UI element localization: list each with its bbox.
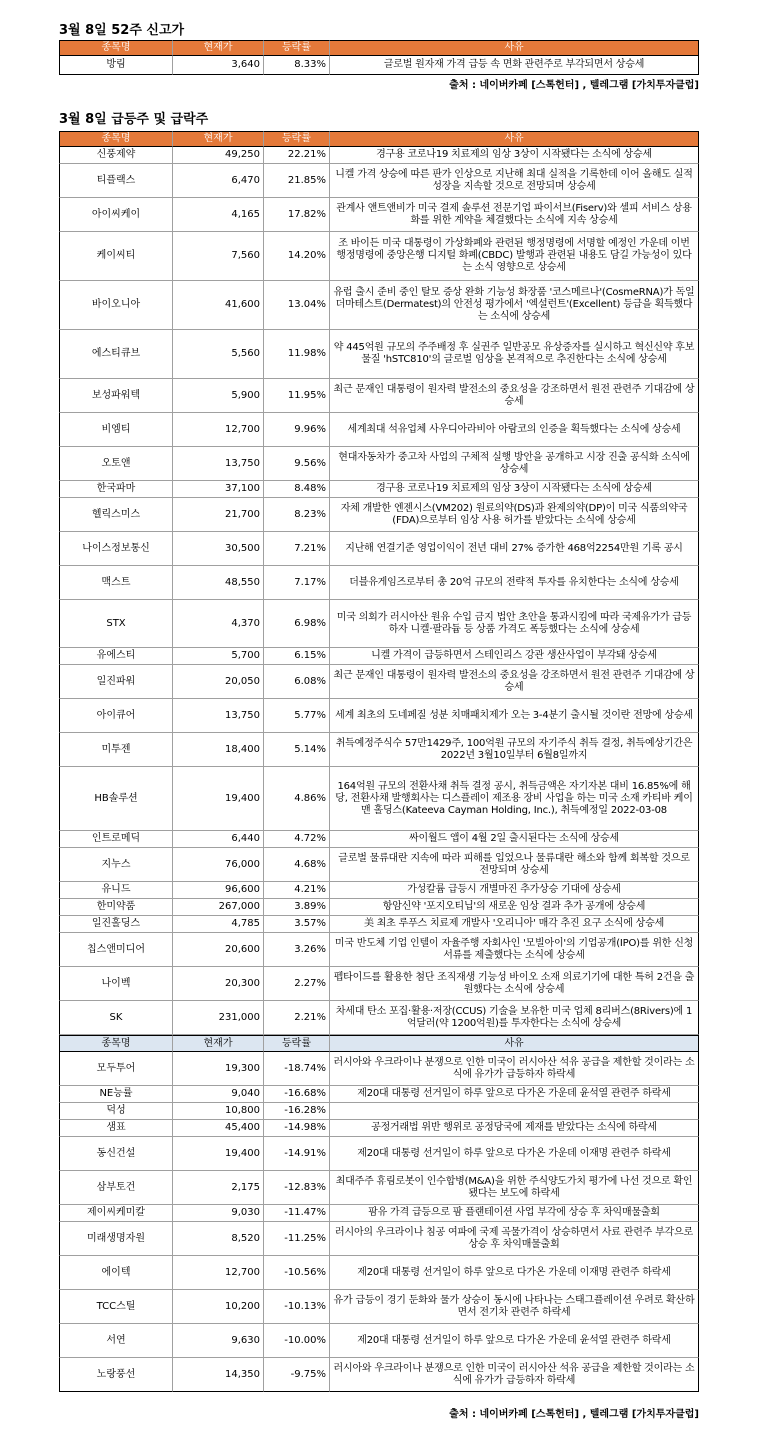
table-row	[59, 232, 699, 281]
cell-rate: 4.21%	[264, 882, 330, 899]
table-row	[59, 1256, 699, 1290]
table-row	[59, 413, 699, 447]
cell-price: 41,600	[173, 281, 264, 330]
table-row	[59, 566, 699, 600]
cell-price: 10,200	[173, 1290, 264, 1324]
cell-reason: 싸이월드 앱이 4월 2일 출시된다는 소식에 상승세	[330, 831, 699, 848]
cell-rate: -16.28%	[264, 1103, 330, 1120]
table-row	[59, 498, 699, 532]
table-row	[59, 481, 699, 498]
cell-reason: 현대자동차가 중고차 사업의 구체적 실행 방안을 공개하고 시장 진출 공식화 소식에 상승세	[330, 447, 699, 481]
table-row	[59, 1324, 699, 1358]
cell-rate: 6.98%	[264, 600, 330, 648]
cell-name: SK	[59, 1001, 173, 1035]
cell-name: 나이스정보통신	[59, 532, 173, 566]
cell-price: 현재가	[173, 1035, 264, 1052]
cell-rate: 9.96%	[264, 413, 330, 447]
cell-name: 아이큐어	[59, 699, 173, 733]
cell-reason: 최근 문재인 대통령이 원자력 발전소의 중요성을 강조하면서 원전 관련주 기대감에 상승세	[330, 665, 699, 699]
table-row	[59, 1222, 699, 1256]
cell-reason: 세계최대 석유업체 사우디아라비아 아람코의 인증을 획득했다는 소식에 상승세	[330, 413, 699, 447]
table-row	[59, 330, 699, 379]
cell-name: TCC스틸	[59, 1290, 173, 1324]
cell-reason: 경구용 코로나19 치료제의 임상 3상이 시작됐다는 소식에 상승세	[330, 147, 699, 164]
cell-name: 일진파워	[59, 665, 173, 699]
table-row	[59, 532, 699, 566]
table-row	[59, 1358, 699, 1392]
cell-reason: 더블유게임즈로부터 총 20억 규모의 전략적 투자를 유치한다는 소식에 상승세	[330, 566, 699, 600]
movers-table	[59, 131, 699, 1407]
cell-rate: -11.47%	[264, 1205, 330, 1222]
cell-reason: 공정거래법 위반 행위로 공정당국에 제재를 받았다는 소식에 하락세	[330, 1120, 699, 1137]
cell-rate: -16.68%	[264, 1086, 330, 1103]
table-row	[59, 648, 699, 665]
cell-price: 13,750	[173, 447, 264, 481]
cell-name: 아이씨케이	[59, 198, 173, 232]
cell-rate: 9.56%	[264, 447, 330, 481]
cell-price: 267,000	[173, 899, 264, 916]
cell-rate: 11.95%	[264, 379, 330, 413]
cell-name: NE능률	[59, 1086, 173, 1103]
table-header	[59, 131, 699, 147]
cell-reason: 약 445억원 규모의 주주배정 후 실권주 일반공모 유상증자를 실시하고 혁신신약 후보물질 'hSTC810'의 글로벌 임상을 본격적으로 추진한다는 소식에 상승세	[330, 330, 699, 379]
cell-reason: 가성칼륨 급등시 개별마진 추가상승 기대에 상승세	[330, 882, 699, 899]
table-row	[59, 916, 699, 933]
high52-source: 출처 : 네이버카페 [스톡헌터] , 텔레그램 [가치투자클럽]	[449, 80, 699, 91]
cell-reason: 제20대 대통령 선거일이 하루 앞으로 다가온 가운데 윤석열 관련주 하락세	[330, 1324, 699, 1358]
cell-price: 49,250	[173, 147, 264, 164]
cell-rate: 22.21%	[264, 147, 330, 164]
cell-rate: 6.15%	[264, 648, 330, 665]
cell-price: 20,300	[173, 967, 264, 1001]
cell-price: 30,500	[173, 532, 264, 566]
cell-price: 6,440	[173, 831, 264, 848]
cell-reason: 사유	[330, 131, 699, 147]
cell-price: 45,400	[173, 1120, 264, 1137]
cell-reason: 164억원 규모의 전환사채 취득 결정 공시, 취득금액은 자기자본 대비 16.85%에 해당, 전환사채 발행회사는 디스플레이 제조용 장비 사업을 하는 미국 소재 카티바 케이맨 홀딩스(Kateeva Cayman Holding, Inc.), 취득예정일 2022-03-08	[330, 767, 699, 831]
table-row	[59, 447, 699, 481]
table-row	[59, 1171, 699, 1205]
cell-reason: 글로벌 원자재 가격 급등 속 면화 관련주로 부각되면서 상승세	[330, 56, 699, 75]
cell-rate: 8.48%	[264, 481, 330, 498]
cell-rate: 8.33%	[264, 56, 330, 75]
cell-rate: 5.77%	[264, 699, 330, 733]
cell-name: 신풍제약	[59, 147, 173, 164]
cell-price: 12,700	[173, 413, 264, 447]
table-row	[59, 1052, 699, 1086]
cell-price: 9,630	[173, 1324, 264, 1358]
cell-price: 5,700	[173, 648, 264, 665]
movers-title: 3월 8일 급등주 및 급락주	[59, 112, 209, 127]
cell-name: 티플랙스	[59, 164, 173, 198]
cell-name: 맥스트	[59, 566, 173, 600]
cell-name: 한미약품	[59, 899, 173, 916]
table-row	[59, 164, 699, 198]
cell-name: 샘표	[59, 1120, 173, 1137]
cell-price: 7,560	[173, 232, 264, 281]
cell-rate: 4.86%	[264, 767, 330, 831]
table-row	[59, 1086, 699, 1103]
table-row	[59, 379, 699, 413]
cell-rate: 7.17%	[264, 566, 330, 600]
cell-rate: 2.27%	[264, 967, 330, 1001]
cell-price: 231,000	[173, 1001, 264, 1035]
cell-reason: 최대주주 휴림로봇이 인수합병(M&A)을 위한 주식양도가치 평가에 나선 것으로 확인됐다는 보도에 하락세	[330, 1171, 699, 1205]
cell-rate: -9.75%	[264, 1358, 330, 1392]
cell-price: 8,520	[173, 1222, 264, 1256]
cell-reason: 제20대 대통령 선거일이 하루 앞으로 다가온 가운데 이재명 관련주 하락세	[330, 1256, 699, 1290]
cell-name: 미래생명자원	[59, 1222, 173, 1256]
cell-reason: 팜유 가격 급등으로 팜 플랜테이션 사업 부각에 상승 후 차익매물출회	[330, 1205, 699, 1222]
cell-name: 나이벡	[59, 967, 173, 1001]
cell-name: 모두투어	[59, 1052, 173, 1086]
cell-price: 14,350	[173, 1358, 264, 1392]
cell-name: 헬릭스미스	[59, 498, 173, 532]
movers-source: 출처 : 네이버카페 [스톡헌터] , 텔레그램 [가치투자클럽]	[449, 1409, 699, 1420]
cell-rate: 등락률	[264, 40, 330, 56]
cell-rate: 등락률	[264, 131, 330, 147]
cell-name: 유에스티	[59, 648, 173, 665]
cell-reason: 유럽 출시 준비 중인 탈모 증상 완화 기능성 화장품 '코스메르나'(CosmeRNA)가 독일 더마테스트(Dermatest)의 안전성 평가에서 '엑설런트'(Excellent) 등급을 획득했다는 소식에 상승세	[330, 281, 699, 330]
cell-rate: -10.13%	[264, 1290, 330, 1324]
cell-reason: 조 바이든 미국 대통령이 가상화폐와 관련된 행정명령에 서명할 예정인 가운데 이번 행정명령에 중앙은행 디지털 화폐(CBDC) 발행과 관련된 내용도 담길 가능성이 있다는 소식 영향으로 상승세	[330, 232, 699, 281]
cell-price: 19,400	[173, 1137, 264, 1171]
cell-reason: 니켈 가격 상승에 따른 판가 인상으로 지난해 최대 실적을 기록한데 이어 올해도 실적 성장을 지속할 것으로 전망되며 상승세	[330, 164, 699, 198]
cell-name: HB솔루션	[59, 767, 173, 831]
cell-price: 현재가	[173, 131, 264, 147]
cell-name: 삼부토건	[59, 1171, 173, 1205]
cell-price: 5,900	[173, 379, 264, 413]
cell-reason: 경구용 코로나19 치료제의 임상 3상이 시작됐다는 소식에 상승세	[330, 481, 699, 498]
cell-price: 12,700	[173, 1256, 264, 1290]
cell-rate: 14.20%	[264, 232, 330, 281]
cell-rate: -10.00%	[264, 1324, 330, 1358]
cell-rate: 3.26%	[264, 933, 330, 967]
table-row	[59, 1001, 699, 1035]
cell-reason: 미국 반도체 기업 인텔이 자율주행 자회사인 '모빌아이'의 기업공개(IPO)를 위한 신청 서류를 제출했다는 소식에 상승세	[330, 933, 699, 967]
cell-rate: 4.68%	[264, 848, 330, 882]
high52-title: 3월 8일 52주 신고가	[59, 23, 185, 38]
cell-name: 방림	[59, 56, 173, 75]
table-row	[59, 933, 699, 967]
cell-reason: 제20대 대통령 선거일이 하루 앞으로 다가온 가운데 윤석열 관련주 하락세	[330, 1086, 699, 1103]
table-row	[59, 198, 699, 232]
cell-reason: 러시아와 우크라이나 분쟁으로 인한 미국이 러시아산 석유 공급을 제한할 것이라는 소식에 유가가 급등하자 하락세	[330, 1358, 699, 1392]
cell-name: 한국파마	[59, 481, 173, 498]
table-header	[59, 1035, 699, 1052]
cell-price: 9,030	[173, 1205, 264, 1222]
cell-name: 비엠티	[59, 413, 173, 447]
cell-rate: -14.98%	[264, 1120, 330, 1137]
cell-name: 덕성	[59, 1103, 173, 1120]
cell-rate: 17.82%	[264, 198, 330, 232]
cell-name: 종목명	[59, 1035, 173, 1052]
cell-name: 유니드	[59, 882, 173, 899]
table-row	[59, 1290, 699, 1324]
cell-rate: 11.98%	[264, 330, 330, 379]
cell-rate: 3.57%	[264, 916, 330, 933]
cell-rate: -18.74%	[264, 1052, 330, 1086]
cell-reason: 美 최초 루푸스 치료제 개발사 '오리니아' 매각 추진 요구 소식에 상승세	[330, 916, 699, 933]
cell-name: 동신건설	[59, 1137, 173, 1171]
cell-price: 10,800	[173, 1103, 264, 1120]
cell-price: 4,370	[173, 600, 264, 648]
table-row	[59, 899, 699, 916]
cell-reason: 세계 최초의 도네페질 성분 치매패치제가 오는 3-4분기 출시될 것이란 전망에 상승세	[330, 699, 699, 733]
cell-name: 미투젠	[59, 733, 173, 767]
cell-rate: 등락률	[264, 1035, 330, 1052]
cell-rate: -11.25%	[264, 1222, 330, 1256]
table-row	[59, 147, 699, 164]
cell-price: 37,100	[173, 481, 264, 498]
table-row	[59, 733, 699, 767]
cell-price: 현재가	[173, 40, 264, 56]
table-row	[59, 1120, 699, 1137]
cell-name: 제이씨케미칼	[59, 1205, 173, 1222]
cell-reason	[330, 1103, 699, 1120]
cell-reason: 취득예정주식수 57만1429주, 100억원 규모의 자기주식 취득 결정, 취득예상기간은 2022년 3월10일부터 6월8일까지	[330, 733, 699, 767]
table-row	[59, 848, 699, 882]
cell-name: 칩스앤미디어	[59, 933, 173, 967]
cell-reason: 관계사 앤트앤비가 미국 결제 솔루션 전문기업 파이서브(Fiserv)와 셀피 서비스 상용화를 위한 계약을 체결했다는 소식에 지속 상승세	[330, 198, 699, 232]
cell-price: 48,550	[173, 566, 264, 600]
cell-rate: 8.23%	[264, 498, 330, 532]
cell-reason: 지난해 연결기준 영업이익이 전년 대비 27% 증가한 468억2254만원 기록 공시	[330, 532, 699, 566]
cell-name: 인트로메딕	[59, 831, 173, 848]
cell-price: 19,300	[173, 1052, 264, 1086]
high52-table	[59, 40, 699, 80]
table-row	[59, 882, 699, 899]
cell-rate: 2.21%	[264, 1001, 330, 1035]
cell-reason: 항암신약 '포지오티닙'의 새로운 임상 결과 추가 공개에 상승세	[330, 899, 699, 916]
cell-reason: 미국 의회가 러시아산 원유 수입 금지 법안 초안을 통과시킴에 따라 국제유가가 급등하자 니켈·팔라듐 등 상품 가격도 폭등했다는 소식에 상승세	[330, 600, 699, 648]
cell-price: 20,050	[173, 665, 264, 699]
cell-rate: 21.85%	[264, 164, 330, 198]
cell-name: 케이씨티	[59, 232, 173, 281]
cell-price: 4,165	[173, 198, 264, 232]
cell-name: 종목명	[59, 40, 173, 56]
cell-price: 3,640	[173, 56, 264, 75]
cell-name: 종목명	[59, 131, 173, 147]
cell-name: 일진홀딩스	[59, 916, 173, 933]
table-row	[59, 56, 699, 75]
cell-name: 에스티큐브	[59, 330, 173, 379]
cell-reason: 차세대 탄소 포집·활용·저장(CCUS) 기술을 보유한 미국 업체 8리버스(8Rivers)에 1억달러(약 1200억원)를 투자한다는 소식에 상승세	[330, 1001, 699, 1035]
cell-reason: 자체 개발한 엔젠시스(VM202) 원료의약(DS)과 완제의약(DP)이 미국 식품의약국(FDA)으로부터 임상 사용 허가를 받았다는 소식에 상승세	[330, 498, 699, 532]
cell-name: STX	[59, 600, 173, 648]
table-row	[59, 1103, 699, 1120]
cell-rate: -14.91%	[264, 1137, 330, 1171]
cell-price: 19,400	[173, 767, 264, 831]
cell-reason: 사유	[330, 40, 699, 56]
cell-rate: 13.04%	[264, 281, 330, 330]
cell-rate: 4.72%	[264, 831, 330, 848]
cell-price: 21,700	[173, 498, 264, 532]
cell-name: 노랑풍선	[59, 1358, 173, 1392]
cell-reason: 글로벌 물류대란 지속에 따라 피해를 입었으나 물류대란 해소와 함께 회복할 것으로 전망되며 상승세	[330, 848, 699, 882]
cell-rate: 7.21%	[264, 532, 330, 566]
cell-price: 9,040	[173, 1086, 264, 1103]
cell-price: 76,000	[173, 848, 264, 882]
cell-price: 18,400	[173, 733, 264, 767]
cell-reason: 러시아의 우크라이나 침공 여파에 국제 곡물가격이 상승하면서 사료 관련주 부각으로 상승 후 차익매물출회	[330, 1222, 699, 1256]
cell-reason: 펩타이드를 활용한 첨단 조직재생 기능성 바이오 소재 의료기기에 대한 특허 2건을 출원했다는 소식에 상승세	[330, 967, 699, 1001]
cell-name: 바이오니아	[59, 281, 173, 330]
cell-name: 오토앤	[59, 447, 173, 481]
table-row	[59, 767, 699, 831]
cell-rate: 3.89%	[264, 899, 330, 916]
cell-price: 13,750	[173, 699, 264, 733]
table-header	[59, 40, 699, 56]
cell-name: 에이텍	[59, 1256, 173, 1290]
table-row	[59, 831, 699, 848]
cell-rate: 5.14%	[264, 733, 330, 767]
cell-rate: -12.83%	[264, 1171, 330, 1205]
cell-name: 보성파워텍	[59, 379, 173, 413]
cell-price: 96,600	[173, 882, 264, 899]
cell-name: 지누스	[59, 848, 173, 882]
cell-price: 4,785	[173, 916, 264, 933]
cell-price: 6,470	[173, 164, 264, 198]
cell-rate: -10.56%	[264, 1256, 330, 1290]
table-row	[59, 1137, 699, 1171]
table-row	[59, 281, 699, 330]
cell-reason: 유가 급등이 경기 둔화와 물가 상승이 동시에 나타나는 스태그플레이션 우려로 확산하면서 전기차 관련주 하락세	[330, 1290, 699, 1324]
cell-reason: 사유	[330, 1035, 699, 1052]
table-row	[59, 699, 699, 733]
table-row	[59, 967, 699, 1001]
cell-reason: 러시아와 우크라이나 분쟁으로 인한 미국이 러시아산 석유 공급을 제한할 것이라는 소식에 유가가 급등하자 하락세	[330, 1052, 699, 1086]
cell-price: 20,600	[173, 933, 264, 967]
table-row	[59, 1205, 699, 1222]
cell-name: 서연	[59, 1324, 173, 1358]
table-row	[59, 600, 699, 648]
cell-rate: 6.08%	[264, 665, 330, 699]
cell-price: 5,560	[173, 330, 264, 379]
cell-reason: 최근 문재인 대통령이 원자력 발전소의 중요성을 강조하면서 원전 관련주 기대감에 상승세	[330, 379, 699, 413]
cell-reason: 니켈 가격이 급등하면서 스테인리스 강관 생산사업이 부각돼 상승세	[330, 648, 699, 665]
cell-price: 2,175	[173, 1171, 264, 1205]
cell-reason: 제20대 대통령 선거일이 하루 앞으로 다가온 가운데 이재명 관련주 하락세	[330, 1137, 699, 1171]
table-row	[59, 665, 699, 699]
